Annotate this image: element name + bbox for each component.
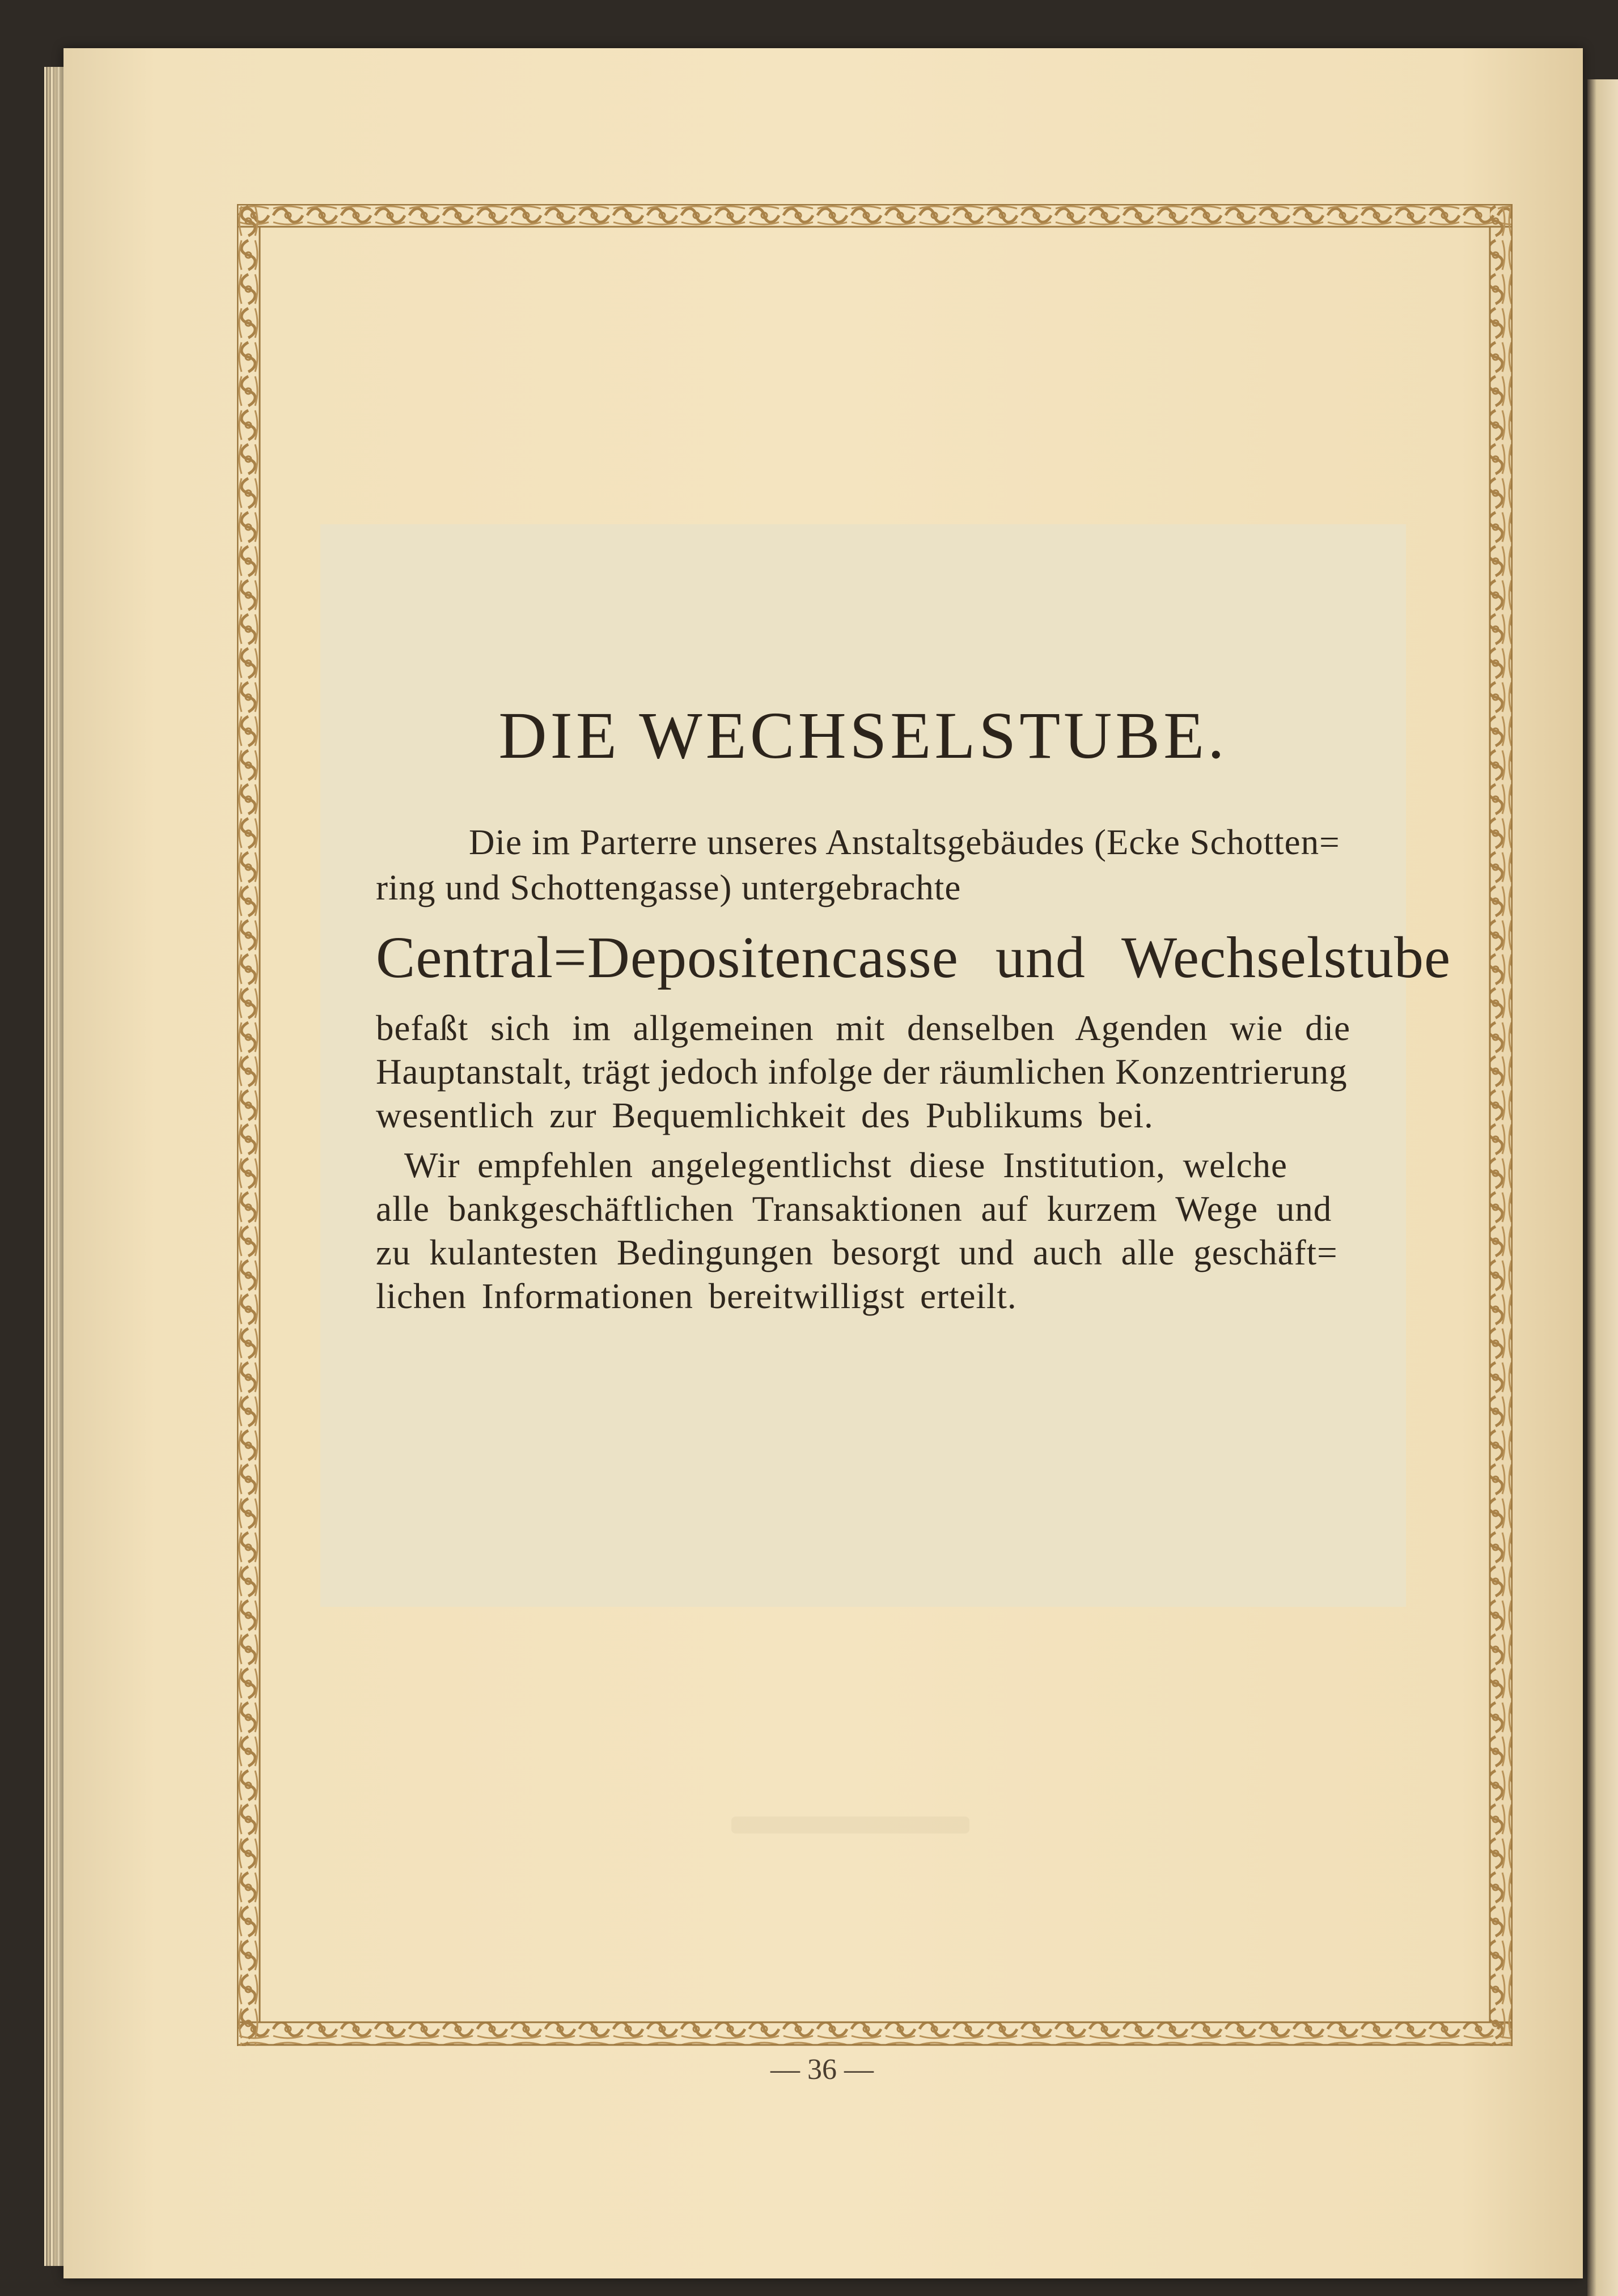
page-edge-line — [44, 67, 46, 2266]
frame-right-border — [1490, 204, 1513, 2046]
paragraph3-line4: lichen Informationen bereitwilligst erteilt. — [376, 1276, 1017, 1316]
paragraph3-line2: alle bankgeschäftlichen Transaktionen auf kurzem Wege und — [376, 1189, 1332, 1229]
frame-bottom-border — [237, 2022, 1513, 2045]
frame-left-border — [237, 204, 260, 2046]
frame-top-border — [237, 204, 1513, 227]
text-plate — [320, 524, 1451, 1607]
page-title: DIE WECHSELSTUBE. — [498, 698, 1228, 773]
article-body — [320, 524, 1451, 1607]
page-edge-line — [58, 67, 60, 2266]
paragraph2-line3: wesentlich zur Bequemlichkeit des Publikums bei. — [376, 1096, 1154, 1135]
facing-page-edge — [1587, 79, 1618, 2296]
paragraph2-line1: befaßt sich im allgemeinen mit denselben Agenden wie die — [376, 1008, 1351, 1048]
page-edge-line — [48, 67, 49, 2266]
paragraph2-line2: Hauptanstalt, trägt jedoch infolge der räumlichen Konzentrierung — [376, 1052, 1348, 1092]
page-edge-line — [51, 67, 53, 2266]
emphasized-heading: Central=Depositencasse und Wechselstube — [376, 925, 1451, 990]
paragraph3-line1: Wir empfehlen angelegentlichst diese Institution, welche — [404, 1145, 1287, 1185]
paragraph1-line1: Die im Parterre unseres Anstaltsgebäudes (Ecke Schotten= — [469, 822, 1340, 862]
paragraph1-line2: ring und Schottengasse) untergebrachte — [376, 868, 962, 907]
faint-show-through — [731, 1817, 969, 1834]
page-number: — 36 — — [770, 2053, 874, 2086]
page-edge-line — [54, 67, 56, 2266]
paragraph3-line3: zu kulantesten Bedingungen besorgt und auch alle geschäft= — [376, 1233, 1338, 1272]
page-edge-line — [61, 67, 63, 2266]
